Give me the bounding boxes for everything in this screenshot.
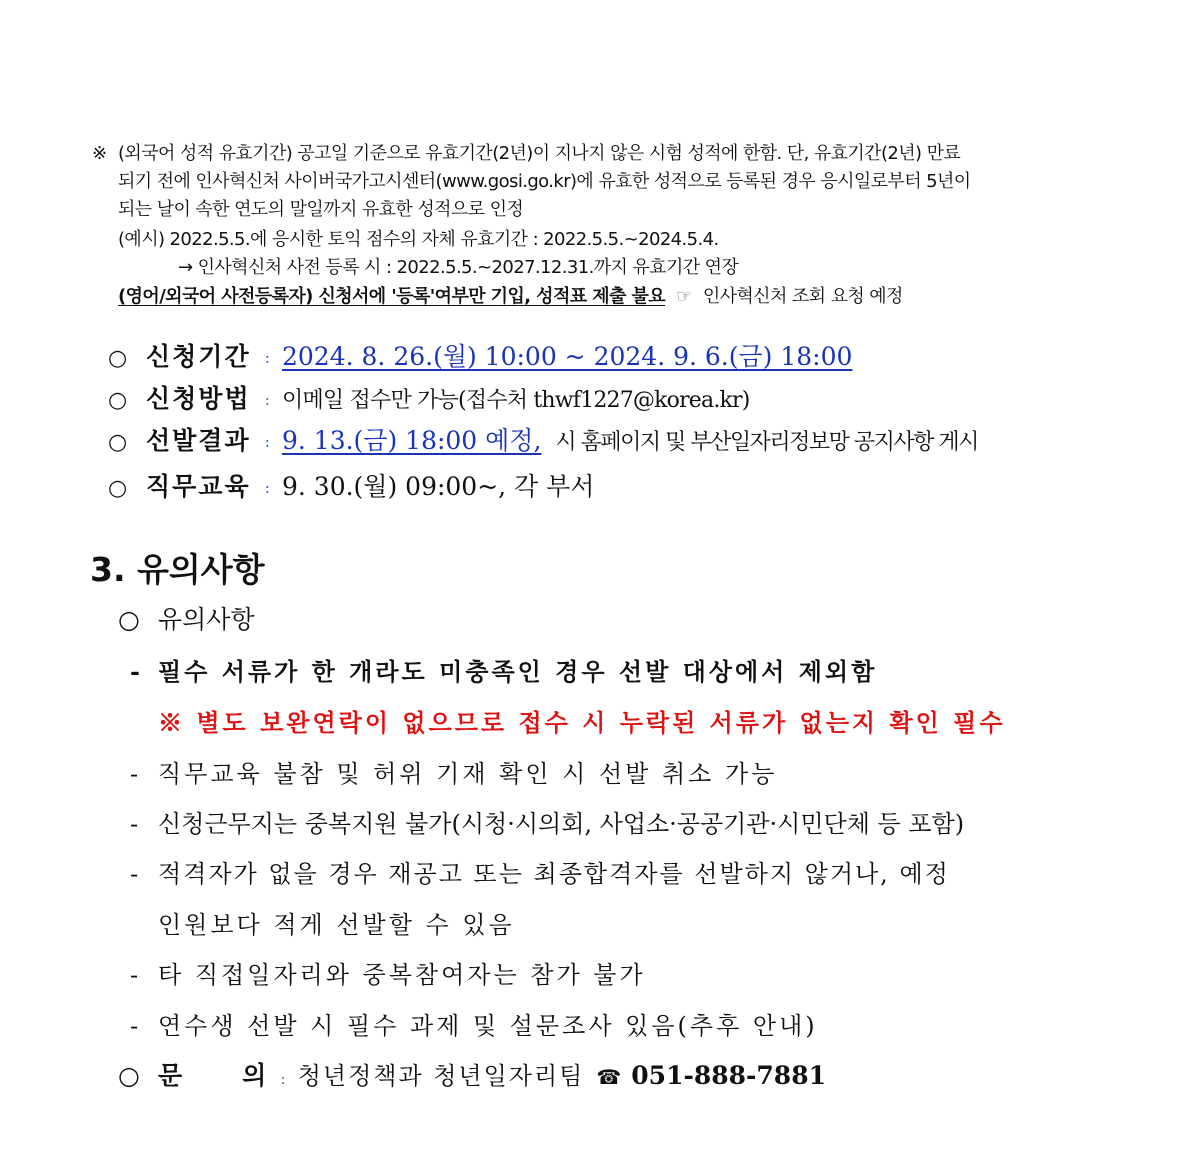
section-3-title: 3. 유의사항 — [90, 550, 265, 589]
dash-bullet: - — [130, 1012, 139, 1040]
circle-bullet-icon: ○ — [108, 346, 128, 371]
schedule-label: 선발결과 — [146, 426, 251, 455]
result-announcement: 시 홈페이지 및 부산일자리정보망 공지사항 게시 — [555, 430, 978, 455]
dash-bullet: - — [130, 860, 139, 888]
notes-subheading-label: 유의사항 — [158, 605, 255, 634]
warning-note: ※ 별도 보완연락이 없으므로 접수 시 누락된 서류가 없는지 확인 필수 — [158, 708, 1006, 737]
result-date-value: 9. 13.(금) 18:00 예정, — [282, 426, 542, 455]
dash-bullet: - — [130, 657, 140, 686]
notice-line-1: (외국어 성적 유효기간) 공고일 기준으로 유효기간(2년)이 지나지 않은 시험 성적에 한함. 단, 유효기간(2년) 만료 — [118, 143, 961, 164]
notes-subheading — [118, 600, 255, 636]
note-item — [130, 804, 964, 839]
circle-bullet-icon: ○ — [108, 430, 128, 455]
hand-pointer-icon: ☞ — [676, 286, 692, 307]
circle-bullet-icon: ○ — [108, 476, 128, 501]
schedule-row-apply-method — [108, 382, 750, 419]
schedule-colon: : — [264, 390, 270, 409]
note-item — [130, 754, 777, 789]
contact-label-b: 의 — [242, 1061, 267, 1090]
notice-arrow-line: → 인사혁신처 사전 등록 시 : 2022.5.5.~2027.12.31.까지 유효기간 연장 — [178, 257, 739, 278]
notice-example: (예시) 2022.5.5.에 응시한 토익 점수의 자체 유효기간 : 2022.5.5.~2024.5.4. — [118, 229, 719, 250]
note-item-text: 필수 서류가 한 개라도 미충족인 경우 선발 대상에서 제외함 — [158, 657, 878, 686]
schedule-row-training — [108, 470, 594, 507]
note-item-text: 직무교육 불참 및 허위 기재 확인 시 선발 취소 가능 — [158, 760, 778, 788]
schedule-row-apply-period — [108, 340, 852, 377]
contact-phone: 051-888-7881 — [631, 1061, 826, 1090]
schedule-label: 직무교육 — [146, 472, 251, 501]
note-item-text: 신청근무지는 중복지원 불가(시청·시의회, 사업소·공공기관·시민단체 등 포함) — [158, 810, 965, 838]
notice-bold-underlined: (영어/외국어 사전등록자) 신청서에 '등록'여부만 기입, 성적표 제출 불요 — [118, 286, 666, 307]
note-item-text: 적격자가 없을 경우 재공고 또는 최종합격자를 선발하지 않거나, 예정 — [158, 860, 950, 888]
apply-method-value: 이메일 접수만 가능(접수처 thwf1227@korea.kr) — [282, 388, 750, 413]
notice-preregistered-line — [118, 283, 903, 311]
contact-row — [118, 1056, 826, 1092]
schedule-label: 신청방법 — [146, 384, 251, 413]
dash-bullet: - — [130, 810, 139, 838]
note-item-continuation: 인원보다 적게 선발할 수 있음 — [158, 911, 515, 939]
contact-label-a: 문 — [158, 1061, 183, 1090]
note-item — [130, 652, 877, 687]
dash-bullet: - — [130, 961, 139, 989]
circle-bullet-icon: ○ — [108, 388, 128, 413]
dash-bullet: - — [130, 760, 139, 788]
notice-inquiry: 인사혁신처 조회 요청 예정 — [702, 286, 903, 307]
note-item — [130, 1006, 818, 1041]
schedule-label: 신청기간 — [146, 342, 251, 371]
note-item-text: 연수생 선발 시 필수 과제 및 설문조사 있음(추후 안내) — [158, 1012, 818, 1040]
schedule-colon: : — [264, 432, 270, 451]
notice-line-2: 되기 전에 인사혁신처 사이버국가고시센터(www.gosi.go.kr)에 유효한 성적으로 등록된 경우 응시일로부터 5년이 — [118, 171, 971, 192]
schedule-row-result — [108, 424, 978, 461]
circle-bullet-icon: ○ — [118, 605, 140, 634]
note-item-text: 타 직접일자리와 중복참여자는 참가 불가 — [158, 961, 646, 989]
note-item — [130, 854, 950, 889]
schedule-colon: : — [264, 478, 270, 497]
contact-dept: 청년정책과 청년일자리팀 — [297, 1062, 585, 1090]
phone-icon: ☎ — [596, 1065, 622, 1089]
contact-colon: : — [280, 1069, 286, 1088]
circle-bullet-icon: ○ — [118, 1061, 140, 1090]
schedule-colon: : — [264, 348, 270, 367]
notice-line-3: 되는 날이 속한 연도의 말일까지 유효한 성적으로 인정 — [118, 199, 524, 220]
notice-marker: ※ — [92, 143, 107, 164]
note-item — [130, 955, 646, 990]
training-value: 9. 30.(월) 09:00~, 각 부서 — [282, 472, 595, 501]
apply-period-value: 2024. 8. 26.(월) 10:00 ~ 2024. 9. 6.(금) 18:00 — [282, 342, 853, 371]
